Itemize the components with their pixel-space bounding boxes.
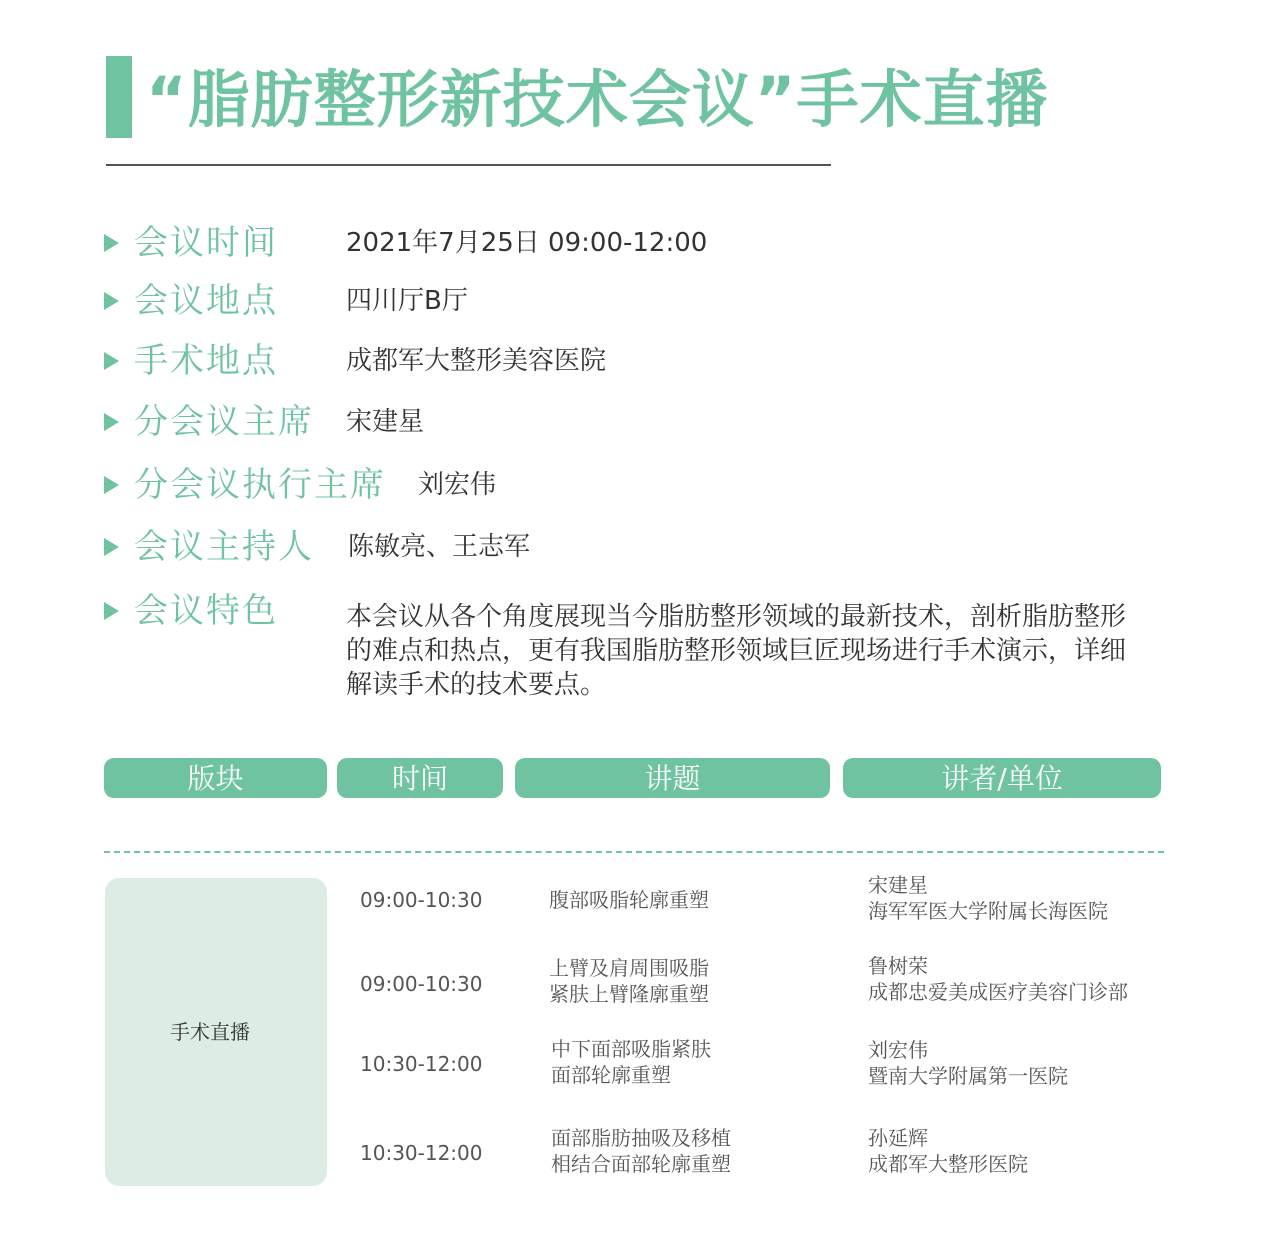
triangle-bullet-icon [104, 234, 119, 252]
header-section: 版块 [104, 758, 327, 798]
triangle-bullet-icon [104, 292, 119, 310]
info-label: 会议时间 [134, 223, 278, 263]
row-time: 10:30-12:00 [360, 1141, 483, 1165]
info-value: 2021年7月25日 09:00-12:00 [346, 228, 708, 258]
info-label: 会议地点 [134, 281, 278, 321]
header-topic: 讲题 [515, 758, 830, 798]
row-topic-line: 腹部吸脂轮廓重塑 [549, 888, 709, 912]
header-speaker: 讲者/单位 [843, 758, 1161, 798]
page-title: “脂肪整形新技术会议”手术直播 [146, 63, 1049, 136]
row-time: 10:30-12:00 [360, 1052, 483, 1076]
row-topic-line: 紧肤上臂隆廓重塑 [549, 982, 709, 1006]
row-topic-line: 相结合面部轮廓重塑 [551, 1152, 731, 1176]
row-speaker: 宋建星 [868, 873, 928, 897]
dashed-divider [104, 851, 1164, 853]
info-label: 会议主持人 [134, 527, 314, 567]
row-unit: 成都军大整形医院 [868, 1152, 1028, 1176]
row-unit: 暨南大学附属第一医院 [868, 1064, 1068, 1088]
info-value: 成都军大整形美容医院 [346, 346, 607, 376]
section-block [105, 878, 327, 1186]
triangle-bullet-icon [104, 413, 119, 431]
triangle-bullet-icon [104, 476, 119, 494]
info-value: 四川厅B厅 [346, 286, 468, 316]
row-time: 09:00-10:30 [360, 888, 483, 912]
row-topic-line: 面部脂肪抽吸及移植 [551, 1126, 731, 1150]
info-label: 手术地点 [134, 341, 278, 381]
title-accent-bar [106, 56, 132, 138]
title-divider [106, 164, 831, 166]
row-topic-line: 上臂及肩周围吸脂 [549, 956, 709, 980]
feature-description: 本会议从各个角度展现当今脂肪整形领域的最新技术，剖析脂肪整形的难点和热点，更有我国脂肪整形领域巨匠现场进行手术演示，详细解读手术的技术要点。 [346, 602, 1127, 700]
row-speaker: 孙延辉 [868, 1126, 928, 1150]
row-unit: 成都忠爱美成医疗美容门诊部 [868, 980, 1128, 1004]
info-value: 刘宏伟 [418, 470, 497, 500]
row-time: 09:00-10:30 [360, 972, 483, 996]
header-time: 时间 [337, 758, 503, 798]
row-speaker: 鲁树荣 [868, 954, 928, 978]
info-value: 陈敏亮、王志军 [348, 532, 531, 562]
row-topic-line: 面部轮廓重塑 [551, 1063, 671, 1087]
row-unit: 海军军医大学附属长海医院 [868, 899, 1108, 923]
triangle-bullet-icon [104, 352, 119, 370]
info-value: 宋建星 [346, 407, 425, 437]
triangle-bullet-icon [104, 602, 119, 620]
triangle-bullet-icon [104, 538, 119, 556]
info-label: 分会议主席 [134, 402, 314, 442]
row-topic-line: 中下面部吸脂紧肤 [551, 1037, 711, 1061]
info-label: 会议特色 [134, 591, 278, 631]
info-label: 分会议执行主席 [134, 465, 386, 505]
section-label: 手术直播 [170, 1020, 250, 1044]
row-speaker: 刘宏伟 [868, 1038, 928, 1062]
